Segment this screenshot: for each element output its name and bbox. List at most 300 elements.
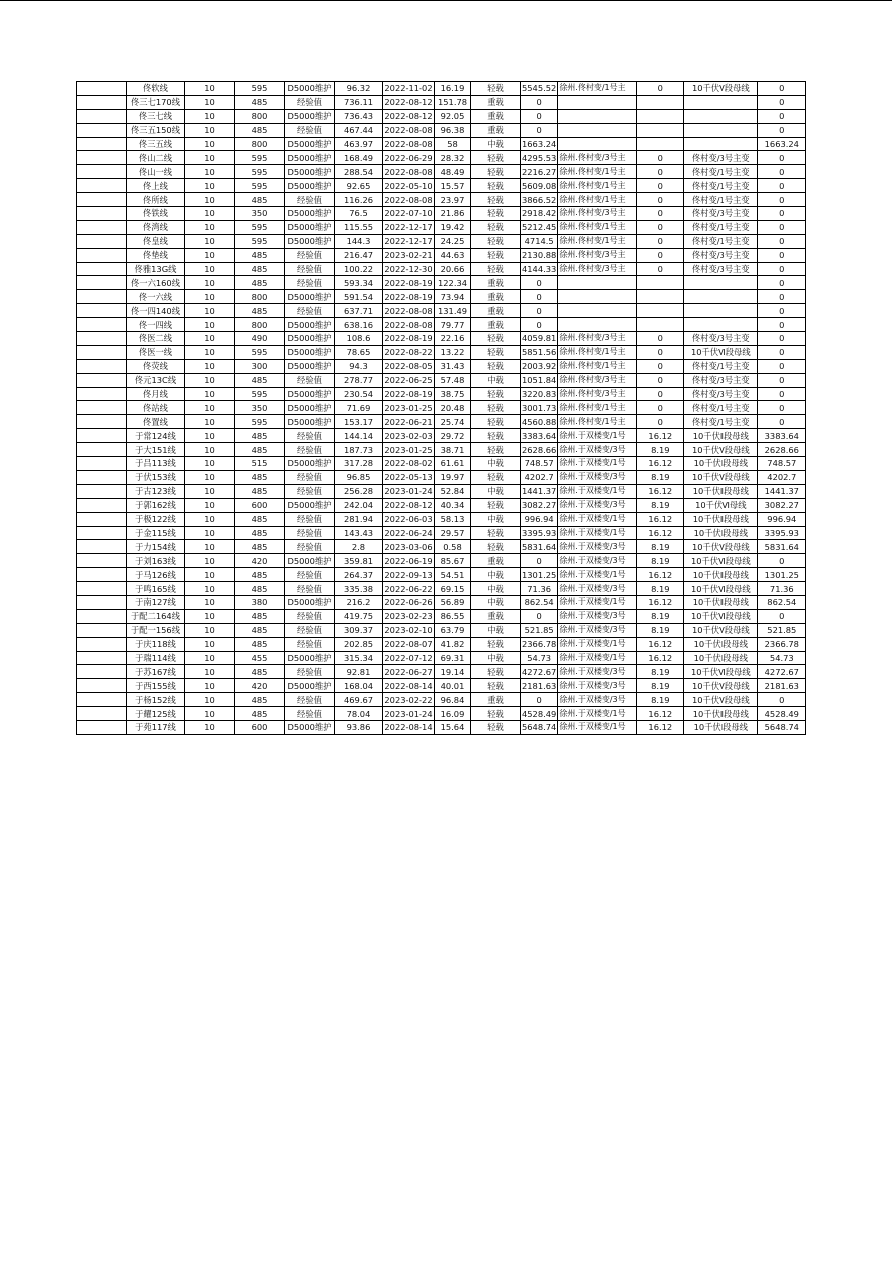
transformer-margin-cell	[637, 123, 684, 137]
bus-section-cell: 10千伏Ⅴ段母线	[684, 693, 758, 707]
substation-cell: 徐州.于双楼变/3号	[558, 665, 637, 679]
source-cell: 经验值	[285, 193, 335, 207]
substation-cell: 徐州.佟村变/3号主	[558, 151, 637, 165]
source-cell: D5000维护	[285, 332, 335, 346]
transfer-capacity-cell: 0	[758, 401, 806, 415]
transfer-capacity-cell: 0	[758, 554, 806, 568]
source-cell: D5000维护	[285, 415, 335, 429]
bus-section-cell: 10千伏Ⅴ段母线	[684, 470, 758, 484]
date-cell: 2023-01-25	[384, 402, 433, 413]
source-cell: 经验值	[285, 568, 335, 582]
rated-current-cell: 485	[235, 123, 285, 137]
bus-section-cell: 佟村变/3号主变	[684, 262, 758, 276]
row-blank-cell	[77, 248, 127, 262]
table-row	[77, 82, 806, 96]
rated-current-cell: 595	[235, 82, 285, 96]
date-cell: 2023-02-03	[384, 430, 433, 441]
row-blank-cell	[77, 387, 127, 401]
bus-section-cell	[684, 290, 758, 304]
transformer-margin-cell: 16.12	[637, 484, 684, 498]
line-name-cell: 佟三七线	[127, 109, 185, 123]
load-rate-cell: 58.13	[435, 512, 471, 526]
max-current-cell: 115.55	[335, 220, 383, 234]
load-level-cell: 轻载	[471, 262, 521, 276]
table-row	[77, 498, 806, 512]
line-name-cell: 于杨152线	[127, 693, 185, 707]
load-rate-cell: 19.97	[435, 470, 471, 484]
voltage-cell: 10	[185, 207, 235, 221]
line-name-cell: 于刘163线	[127, 554, 185, 568]
load-level-cell: 中载	[471, 623, 521, 637]
table-row	[77, 595, 806, 609]
transfer-capacity-cell: 5648.74	[758, 720, 806, 734]
transfer-capacity-cell: 2181.63	[758, 679, 806, 693]
voltage-cell: 10	[185, 526, 235, 540]
voltage-cell: 10	[185, 457, 235, 471]
bus-section-cell: 10千伏Ⅰ段母线	[684, 720, 758, 734]
line-name-cell: 佟所线	[127, 193, 185, 207]
date-cell: 2022-08-02	[384, 458, 433, 469]
bus-section-cell: 佟村变/1号主变	[684, 401, 758, 415]
line-name-cell: 于苑117线	[127, 720, 185, 734]
transfer-capacity-cell: 4272.67	[758, 665, 806, 679]
load-level-cell: 重载	[471, 123, 521, 137]
date-cell: 2022-08-08	[384, 305, 433, 316]
date-cell: 2022-05-10	[384, 180, 433, 191]
source-cell: 经验值	[285, 512, 335, 526]
available-capacity-cell: 54.73	[521, 651, 558, 665]
transfer-capacity-cell: 0	[758, 276, 806, 290]
row-blank-cell	[77, 109, 127, 123]
load-rate-cell: 96.84	[435, 693, 471, 707]
line-name-cell: 佟山一线	[127, 165, 185, 179]
load-level-cell: 轻载	[471, 234, 521, 248]
row-blank-cell	[77, 332, 127, 346]
substation-cell: 徐州.佟村变/1号主	[558, 165, 637, 179]
load-level-cell: 轻载	[471, 248, 521, 262]
substation-cell	[558, 123, 637, 137]
transfer-capacity-cell: 3383.64	[758, 429, 806, 443]
available-capacity-cell: 3395.93	[522, 527, 557, 538]
line-name-cell: 佟一六160线	[127, 276, 185, 290]
load-rate-cell: 79.77	[435, 318, 471, 332]
available-capacity-cell: 3082.27	[522, 500, 557, 511]
voltage-cell: 10	[185, 582, 235, 596]
row-blank-cell	[77, 401, 127, 415]
transfer-capacity-cell: 3082.27	[758, 498, 806, 512]
voltage-cell: 10	[185, 693, 235, 707]
line-name-cell: 佟元13C线	[127, 373, 185, 387]
line-name-cell: 于耀125线	[127, 707, 185, 721]
table-row	[77, 248, 806, 262]
voltage-cell: 10	[185, 359, 235, 373]
source-cell: D5000维护	[285, 151, 335, 165]
load-rate-cell: 19.42	[435, 220, 471, 234]
load-rate-cell: 23.97	[435, 193, 471, 207]
transformer-margin-cell: 8.19	[637, 498, 684, 512]
bus-section-cell: 10千伏Ⅴ段母线	[684, 679, 758, 693]
max-current-cell: 736.11	[335, 95, 383, 109]
row-blank-cell	[77, 582, 127, 596]
available-capacity-cell: 0	[521, 276, 558, 290]
line-name-cell: 于极122线	[127, 512, 185, 526]
substation-cell	[558, 109, 637, 123]
bus-section-cell: 10千伏Ⅱ段母线	[684, 512, 758, 526]
load-rate-cell: 41.82	[435, 637, 471, 651]
row-blank-cell	[77, 484, 127, 498]
transformer-margin-cell: 0	[637, 151, 684, 165]
line-name-cell: 佟三五150线	[127, 123, 185, 137]
load-level-cell: 轻载	[471, 359, 521, 373]
transfer-capacity-cell: 1663.24	[758, 137, 806, 151]
transfer-capacity-cell: 0	[758, 359, 806, 373]
source-cell: D5000维护	[285, 137, 335, 151]
load-rate-cell: 28.32	[435, 151, 471, 165]
transfer-capacity-cell: 0	[758, 318, 806, 332]
line-name-cell: 佟山二线	[127, 151, 185, 165]
table-body	[77, 82, 806, 735]
load-rate-cell: 151.78	[435, 95, 471, 109]
line-name-cell: 于力154线	[127, 540, 185, 554]
max-current-cell: 153.17	[335, 415, 383, 429]
table-row	[77, 193, 806, 207]
source-cell: 经验值	[285, 637, 335, 651]
transfer-capacity-cell: 0	[758, 234, 806, 248]
voltage-cell: 10	[185, 109, 235, 123]
load-level-cell: 轻载	[471, 443, 521, 457]
bus-section-cell: 10千伏Ⅱ段母线	[684, 707, 758, 721]
bus-section-cell	[684, 318, 758, 332]
load-level-cell: 轻载	[471, 665, 521, 679]
voltage-cell: 10	[185, 609, 235, 623]
available-capacity-cell: 0	[521, 304, 558, 318]
available-capacity-cell: 0	[521, 318, 558, 332]
transfer-capacity-cell: 71.36	[758, 582, 806, 596]
available-capacity-cell: 71.36	[521, 582, 558, 596]
max-current-cell: 463.97	[335, 137, 383, 151]
date-cell: 2022-08-22	[384, 347, 433, 358]
transformer-margin-cell: 0	[637, 373, 684, 387]
table-row	[77, 345, 806, 359]
available-capacity-cell: 0	[521, 290, 558, 304]
voltage-cell: 10	[185, 82, 235, 96]
voltage-cell: 10	[185, 401, 235, 415]
line-name-cell: 佟皇线	[127, 234, 185, 248]
available-capacity-cell: 3383.64	[522, 430, 557, 441]
table-row	[77, 429, 806, 443]
available-capacity-cell: 3866.52	[522, 194, 557, 205]
load-rate-cell: 56.89	[435, 595, 471, 609]
load-level-cell: 中载	[471, 512, 521, 526]
line-name-cell: 于古123线	[127, 484, 185, 498]
date-cell: 2023-02-22	[384, 694, 433, 705]
rated-current-cell: 595	[235, 151, 285, 165]
max-current-cell: 71.69	[335, 401, 383, 415]
load-rate-cell: 86.55	[435, 609, 471, 623]
transformer-margin-cell	[637, 109, 684, 123]
load-rate-cell: 40.01	[435, 679, 471, 693]
voltage-cell: 10	[185, 623, 235, 637]
load-level-cell: 中载	[471, 568, 521, 582]
date-cell: 2022-07-10	[384, 208, 433, 219]
max-current-cell: 94.3	[335, 359, 383, 373]
voltage-cell: 10	[185, 512, 235, 526]
max-current-cell: 216.2	[335, 595, 383, 609]
transformer-margin-cell: 0	[637, 262, 684, 276]
rated-current-cell: 595	[235, 387, 285, 401]
table-row	[77, 359, 806, 373]
date-cell: 2022-06-19	[384, 555, 433, 566]
transfer-capacity-cell: 0	[758, 387, 806, 401]
substation-cell: 徐州.于双楼变/3号	[558, 609, 637, 623]
max-current-cell: 187.73	[335, 443, 383, 457]
voltage-cell: 10	[185, 665, 235, 679]
line-name-cell: 佟一四线	[127, 318, 185, 332]
load-rate-cell: 20.48	[435, 401, 471, 415]
load-rate-cell: 44.63	[435, 248, 471, 262]
transfer-capacity-cell: 748.57	[758, 457, 806, 471]
table-row	[77, 401, 806, 415]
date-cell: 2023-02-21	[384, 250, 433, 261]
table-row	[77, 332, 806, 346]
transformer-margin-cell	[637, 290, 684, 304]
line-name-cell: 佟医一线	[127, 345, 185, 359]
transfer-capacity-cell: 5831.64	[758, 540, 806, 554]
date-cell: 2022-11-02	[384, 83, 433, 94]
date-cell: 2023-03-06	[384, 541, 433, 552]
max-current-cell: 92.81	[335, 665, 383, 679]
date-cell: 2022-08-08	[384, 166, 433, 177]
available-capacity-cell: 862.54	[521, 595, 558, 609]
rated-current-cell: 350	[235, 401, 285, 415]
rated-current-cell: 485	[235, 276, 285, 290]
transformer-margin-cell: 0	[637, 387, 684, 401]
transfer-capacity-cell: 3395.93	[758, 526, 806, 540]
rated-current-cell: 485	[235, 582, 285, 596]
substation-cell: 徐州.佟村变/1号主	[558, 345, 637, 359]
table-row	[77, 109, 806, 123]
voltage-cell: 10	[185, 429, 235, 443]
source-cell: 经验值	[285, 609, 335, 623]
source-cell: D5000维护	[285, 165, 335, 179]
available-capacity-cell: 0	[521, 609, 558, 623]
bus-section-cell: 10千伏Ⅴ段母线	[684, 623, 758, 637]
source-cell: D5000维护	[285, 234, 335, 248]
voltage-cell: 10	[185, 540, 235, 554]
source-cell: D5000维护	[285, 109, 335, 123]
bus-section-cell: 佟村变/3号主变	[684, 332, 758, 346]
voltage-cell: 10	[185, 387, 235, 401]
table-row	[77, 262, 806, 276]
source-cell: 经验值	[285, 526, 335, 540]
transformer-margin-cell: 16.12	[637, 429, 684, 443]
source-cell: 经验值	[285, 623, 335, 637]
rated-current-cell: 485	[235, 693, 285, 707]
rated-current-cell: 485	[235, 540, 285, 554]
load-rate-cell: 19.14	[435, 665, 471, 679]
date-cell: 2023-01-24	[384, 708, 433, 719]
load-level-cell: 轻载	[471, 401, 521, 415]
source-cell: 经验值	[285, 373, 335, 387]
date-cell: 2022-08-12	[384, 97, 433, 108]
row-blank-cell	[77, 609, 127, 623]
line-name-cell: 于南127线	[127, 595, 185, 609]
bus-section-cell: 10千伏Ⅴ段母线	[684, 82, 758, 96]
load-level-cell: 轻载	[471, 637, 521, 651]
transformer-margin-cell: 8.19	[637, 540, 684, 554]
transformer-margin-cell: 16.12	[637, 651, 684, 665]
substation-cell: 徐州.于双楼变/3号	[558, 540, 637, 554]
bus-section-cell: 佟村变/3号主变	[684, 387, 758, 401]
substation-cell: 徐州.于双楼变/3号	[558, 443, 637, 457]
load-rate-cell: 69.15	[435, 582, 471, 596]
available-capacity-cell: 2628.66	[522, 444, 557, 455]
transformer-margin-cell: 8.19	[637, 443, 684, 457]
transfer-capacity-cell: 2628.66	[758, 443, 806, 457]
substation-cell: 徐州.于双楼变/1号	[558, 637, 637, 651]
date-cell: 2022-06-27	[384, 666, 433, 677]
table-row	[77, 554, 806, 568]
table-row	[77, 470, 806, 484]
date-cell: 2022-08-07	[384, 639, 433, 650]
table-row	[77, 151, 806, 165]
table-row	[77, 540, 806, 554]
line-name-cell: 佟一六线	[127, 290, 185, 304]
available-capacity-cell: 5831.64	[522, 541, 557, 552]
substation-cell: 徐州.佟村变/3号主	[558, 373, 637, 387]
available-capacity-cell: 5648.74	[522, 722, 557, 733]
transformer-margin-cell: 0	[637, 332, 684, 346]
table-row	[77, 276, 806, 290]
load-rate-cell: 20.66	[435, 262, 471, 276]
transfer-capacity-cell: 0	[758, 193, 806, 207]
substation-cell: 徐州.于双楼变/1号	[558, 526, 637, 540]
voltage-cell: 10	[185, 234, 235, 248]
load-rate-cell: 48.49	[435, 165, 471, 179]
voltage-cell: 10	[185, 262, 235, 276]
row-blank-cell	[77, 568, 127, 582]
load-level-cell: 轻载	[471, 498, 521, 512]
transformer-margin-cell: 0	[637, 234, 684, 248]
substation-cell: 徐州.佟村变/1号主	[558, 415, 637, 429]
substation-cell: 徐州.佟村变/1号主	[558, 220, 637, 234]
max-current-cell: 638.16	[335, 318, 383, 332]
transfer-capacity-cell: 0	[758, 248, 806, 262]
voltage-cell: 10	[185, 137, 235, 151]
transformer-margin-cell: 0	[637, 415, 684, 429]
available-capacity-cell: 2216.27	[522, 166, 557, 177]
source-cell: D5000维护	[285, 318, 335, 332]
rated-current-cell: 485	[235, 193, 285, 207]
rated-current-cell: 300	[235, 359, 285, 373]
table-row	[77, 720, 806, 734]
max-current-cell: 335.38	[335, 582, 383, 596]
source-cell: D5000维护	[285, 401, 335, 415]
bus-section-cell: 10千伏Ⅱ段母线	[684, 429, 758, 443]
line-name-cell: 于吕113线	[127, 457, 185, 471]
substation-cell: 徐州.佟村变/3号主	[558, 262, 637, 276]
bus-section-cell: 佟村变/3号主变	[684, 207, 758, 221]
max-current-cell: 93.86	[335, 720, 383, 734]
line-name-cell: 于鸣165线	[127, 582, 185, 596]
max-current-cell: 637.71	[335, 304, 383, 318]
substation-cell: 徐州.佟村变/3号主	[558, 387, 637, 401]
transformer-margin-cell: 0	[637, 207, 684, 221]
load-rate-cell: 122.34	[435, 276, 471, 290]
load-rate-cell: 24.25	[435, 234, 471, 248]
source-cell: D5000维护	[285, 359, 335, 373]
line-name-cell: 佟三五线	[127, 137, 185, 151]
table-row	[77, 707, 806, 721]
source-cell: 经验值	[285, 484, 335, 498]
bus-section-cell	[684, 95, 758, 109]
row-blank-cell	[77, 262, 127, 276]
load-rate-cell: 15.64	[435, 720, 471, 734]
substation-cell	[558, 95, 637, 109]
max-current-cell: 281.94	[335, 512, 383, 526]
rated-current-cell: 350	[235, 207, 285, 221]
line-name-cell: 于苏167线	[127, 665, 185, 679]
source-cell: 经验值	[285, 665, 335, 679]
table-row	[77, 123, 806, 137]
load-rate-cell: 38.75	[435, 387, 471, 401]
load-level-cell: 轻载	[471, 193, 521, 207]
line-name-cell: 佟软线	[127, 82, 185, 96]
substation-cell: 徐州.于双楼变/1号	[558, 484, 637, 498]
rated-current-cell: 485	[235, 373, 285, 387]
load-rate-cell: 21.86	[435, 207, 471, 221]
load-rate-cell: 52.84	[435, 484, 471, 498]
voltage-cell: 10	[185, 220, 235, 234]
max-current-cell: 242.04	[335, 498, 383, 512]
line-name-cell: 于配一156线	[127, 623, 185, 637]
load-level-cell: 重载	[471, 554, 521, 568]
available-capacity-cell: 996.94	[521, 512, 558, 526]
transfer-capacity-cell: 0	[758, 332, 806, 346]
voltage-cell: 10	[185, 443, 235, 457]
transformer-margin-cell: 8.19	[637, 693, 684, 707]
row-blank-cell	[77, 137, 127, 151]
table-row	[77, 512, 806, 526]
row-blank-cell	[77, 540, 127, 554]
line-name-cell: 于瑞114线	[127, 651, 185, 665]
max-current-cell: 168.04	[335, 679, 383, 693]
rated-current-cell: 490	[235, 332, 285, 346]
rated-current-cell: 800	[235, 290, 285, 304]
load-rate-cell: 57.48	[435, 373, 471, 387]
max-current-cell: 278.77	[335, 373, 383, 387]
table-row	[77, 582, 806, 596]
load-rate-cell: 58	[435, 137, 471, 151]
row-blank-cell	[77, 498, 127, 512]
voltage-cell: 10	[185, 470, 235, 484]
substation-cell: 徐州.于双楼变/1号	[558, 457, 637, 471]
transformer-margin-cell: 16.12	[637, 457, 684, 471]
max-current-cell: 230.54	[335, 387, 383, 401]
date-cell: 2022-08-08	[384, 194, 433, 205]
date-cell: 2022-12-17	[384, 236, 433, 247]
load-level-cell: 轻载	[471, 207, 521, 221]
load-level-cell: 中载	[471, 137, 521, 151]
load-level-cell: 轻载	[471, 415, 521, 429]
transfer-capacity-cell: 0	[758, 609, 806, 623]
rated-current-cell: 595	[235, 179, 285, 193]
source-cell: 经验值	[285, 262, 335, 276]
bus-section-cell: 10千伏Ⅵ段母线	[684, 609, 758, 623]
bus-section-cell: 10千伏Ⅵ母线	[684, 498, 758, 512]
transformer-margin-cell: 0	[637, 220, 684, 234]
available-capacity-cell: 3001.73	[522, 402, 557, 413]
